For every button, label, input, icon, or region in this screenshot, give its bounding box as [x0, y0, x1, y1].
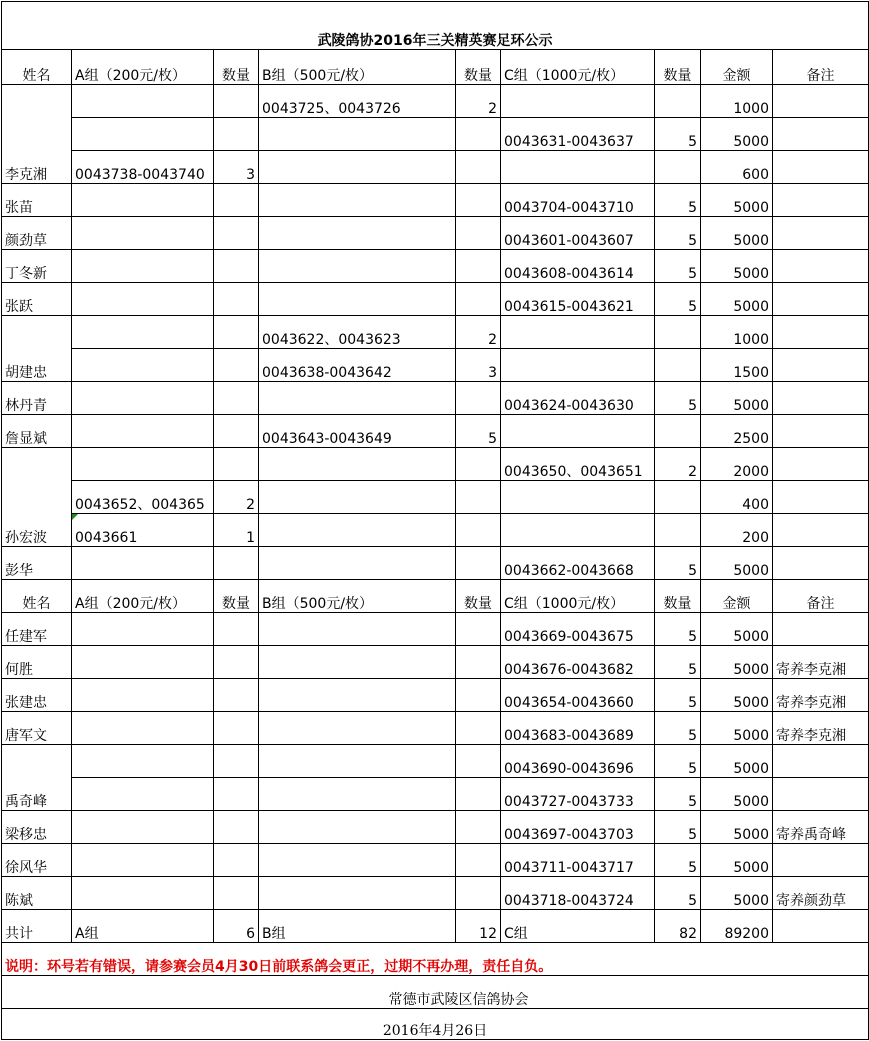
group-a-rings	[72, 250, 214, 283]
table-row	[2, 613, 869, 646]
member-name: 徐风华	[2, 844, 72, 877]
amount: 5000	[701, 184, 773, 217]
notice-text: 说明：环号若有错误，请参赛会员4月30日前联系鸽会更正，过期不再办理，责任自负。	[2, 943, 869, 976]
header-group-a: A组（200元/枚）	[72, 580, 214, 613]
remark	[773, 217, 869, 250]
group-b-qty: 2	[456, 316, 501, 349]
group-c-rings	[501, 85, 655, 118]
group-a-qty	[214, 382, 259, 415]
group-a-rings: 0043738-0043740	[72, 151, 214, 184]
remark: 寄养禹奇峰	[773, 811, 869, 844]
group-c-rings: 0043704-0043710	[501, 184, 655, 217]
group-c-rings: 0043676-0043682	[501, 646, 655, 679]
group-c-qty	[655, 151, 701, 184]
sheet-title: 武陵鸽协2016年三关精英赛足环公示	[2, 2, 869, 50]
group-a-qty	[214, 679, 259, 712]
member-name: 何胜	[2, 646, 72, 679]
total-group-b-qty: 12	[456, 910, 501, 943]
header-group-b: B组（500元/枚）	[259, 50, 456, 85]
group-a-qty	[214, 745, 259, 778]
table-row	[2, 349, 869, 382]
group-c-rings: 0043711-0043717	[501, 844, 655, 877]
group-c-qty: 5	[655, 283, 701, 316]
remark	[773, 613, 869, 646]
header-remark: 备注	[773, 50, 869, 85]
table-row	[2, 547, 869, 580]
group-c-rings: 0043669-0043675	[501, 613, 655, 646]
remark	[773, 514, 869, 547]
group-b-qty	[456, 679, 501, 712]
date-row	[2, 1009, 869, 1040]
group-a-qty	[214, 613, 259, 646]
header-qty-a: 数量	[214, 50, 259, 85]
member-name: 任建军	[2, 613, 72, 646]
table-row	[2, 712, 869, 745]
group-a-qty	[214, 547, 259, 580]
table-row	[2, 151, 869, 184]
group-b-rings	[259, 151, 456, 184]
table-row	[2, 448, 869, 481]
group-b-rings	[259, 745, 456, 778]
member-name: 孙宏波	[2, 448, 72, 547]
group-b-qty	[456, 811, 501, 844]
group-c-qty: 5	[655, 712, 701, 745]
table-row	[2, 679, 869, 712]
total-group-a-label: A组	[72, 910, 214, 943]
group-c-qty	[655, 481, 701, 514]
group-b-qty	[456, 778, 501, 811]
group-c-rings: 0043727-0043733	[501, 778, 655, 811]
table-row	[2, 844, 869, 877]
group-b-rings: 0043725、0043726	[259, 85, 456, 118]
group-c-rings: 0043601-0043607	[501, 217, 655, 250]
group-c-rings: 0043624-0043630	[501, 382, 655, 415]
total-amount: 89200	[701, 910, 773, 943]
remark	[773, 118, 869, 151]
member-name: 禹奇峰	[2, 745, 72, 811]
amount: 5000	[701, 547, 773, 580]
group-c-qty: 5	[655, 184, 701, 217]
group-b-rings	[259, 514, 456, 547]
group-b-qty	[456, 118, 501, 151]
remark: 寄养颜劲草	[773, 877, 869, 910]
group-a-qty	[214, 85, 259, 118]
group-c-qty: 5	[655, 679, 701, 712]
amount: 1000	[701, 85, 773, 118]
group-a-qty	[214, 448, 259, 481]
group-b-rings	[259, 844, 456, 877]
group-a-qty	[214, 316, 259, 349]
group-a-qty	[214, 877, 259, 910]
group-c-rings: 0043615-0043621	[501, 283, 655, 316]
group-a-rings	[72, 184, 214, 217]
group-a-qty	[214, 646, 259, 679]
total-remark	[773, 910, 869, 943]
group-a-rings	[72, 679, 214, 712]
group-c-qty	[655, 415, 701, 448]
group-c-rings	[501, 151, 655, 184]
group-b-rings	[259, 184, 456, 217]
group-b-qty	[456, 745, 501, 778]
group-a-rings	[72, 646, 214, 679]
group-a-rings	[72, 514, 214, 547]
group-b-qty	[456, 184, 501, 217]
group-a-rings	[72, 118, 214, 151]
group-c-rings: 0043654-0043660	[501, 679, 655, 712]
header-group-b: B组（500元/枚）	[259, 580, 456, 613]
amount: 5000	[701, 283, 773, 316]
group-c-qty	[655, 349, 701, 382]
group-b-rings	[259, 547, 456, 580]
group-a-qty: 1	[214, 514, 259, 547]
group-a-qty	[214, 118, 259, 151]
group-a-rings	[72, 217, 214, 250]
group-a-qty	[214, 184, 259, 217]
group-b-qty	[456, 877, 501, 910]
remark: 寄养李克湘	[773, 712, 869, 745]
total-group-b-label: B组	[259, 910, 456, 943]
group-b-rings	[259, 481, 456, 514]
group-c-qty: 5	[655, 745, 701, 778]
member-name: 詹显斌	[2, 415, 72, 448]
group-b-rings	[259, 679, 456, 712]
group-a-rings	[72, 778, 214, 811]
remark	[773, 316, 869, 349]
table-row	[2, 745, 869, 778]
amount: 1000	[701, 316, 773, 349]
publish-date: 2016年4月26日	[2, 1009, 869, 1040]
member-name: 陈斌	[2, 877, 72, 910]
group-c-qty: 5	[655, 547, 701, 580]
group-c-rings: 0043631-0043637	[501, 118, 655, 151]
group-b-qty	[456, 250, 501, 283]
member-name: 李克湘	[2, 85, 72, 184]
org-row	[2, 976, 869, 1009]
group-a-rings	[72, 613, 214, 646]
member-name: 丁冬新	[2, 250, 72, 283]
group-c-rings	[501, 316, 655, 349]
member-name: 梁移忠	[2, 811, 72, 844]
group-c-qty: 5	[655, 778, 701, 811]
amount: 5000	[701, 679, 773, 712]
amount: 5000	[701, 844, 773, 877]
group-c-rings	[501, 481, 655, 514]
group-b-qty	[456, 283, 501, 316]
group-a-qty: 2	[214, 481, 259, 514]
group-c-rings	[501, 415, 655, 448]
amount: 1500	[701, 349, 773, 382]
table-row	[2, 250, 869, 283]
amount: 400	[701, 481, 773, 514]
group-b-qty	[456, 712, 501, 745]
table-row	[2, 481, 869, 514]
group-c-rings	[501, 349, 655, 382]
ring-table	[1, 1, 869, 1040]
group-c-qty: 5	[655, 250, 701, 283]
table-row	[2, 85, 869, 118]
amount: 600	[701, 151, 773, 184]
group-a-rings	[72, 283, 214, 316]
group-b-rings	[259, 778, 456, 811]
group-b-rings	[259, 250, 456, 283]
amount: 2500	[701, 415, 773, 448]
total-group-c-label: C组	[501, 910, 655, 943]
total-group-a-qty: 6	[214, 910, 259, 943]
group-c-qty: 5	[655, 217, 701, 250]
group-b-qty	[456, 844, 501, 877]
group-b-qty	[456, 514, 501, 547]
group-b-rings	[259, 283, 456, 316]
amount: 5000	[701, 613, 773, 646]
remark	[773, 844, 869, 877]
table-row	[2, 316, 869, 349]
remark: 寄养李克湘	[773, 646, 869, 679]
table-row	[2, 382, 869, 415]
group-c-rings: 0043662-0043668	[501, 547, 655, 580]
group-a-rings	[72, 448, 214, 481]
comment-marker-icon	[72, 514, 78, 520]
member-name: 胡建忠	[2, 316, 72, 382]
table-row	[2, 118, 869, 151]
header-qty-a: 数量	[214, 580, 259, 613]
group-c-qty: 5	[655, 613, 701, 646]
amount: 5000	[701, 745, 773, 778]
group-c-qty: 5	[655, 646, 701, 679]
group-a-rings	[72, 349, 214, 382]
table-row	[2, 217, 869, 250]
group-c-rings	[501, 514, 655, 547]
group-b-rings	[259, 877, 456, 910]
group-a-qty	[214, 415, 259, 448]
group-c-qty	[655, 316, 701, 349]
group-b-qty: 2	[456, 85, 501, 118]
organization-name: 常德市武陵区信鸽协会	[2, 976, 869, 1009]
group-a-rings	[72, 547, 214, 580]
header-qty-b: 数量	[456, 50, 501, 85]
group-b-rings: 0043622、0043623	[259, 316, 456, 349]
amount: 2000	[701, 448, 773, 481]
group-a-qty	[214, 778, 259, 811]
group-b-qty	[456, 613, 501, 646]
group-a-qty	[214, 811, 259, 844]
amount: 5000	[701, 382, 773, 415]
amount: 5000	[701, 712, 773, 745]
amount: 5000	[701, 646, 773, 679]
group-b-rings	[259, 118, 456, 151]
total-row	[2, 910, 869, 943]
group-a-rings	[72, 811, 214, 844]
header-qty-c: 数量	[655, 50, 701, 85]
group-b-qty	[456, 217, 501, 250]
member-name: 彭华	[2, 547, 72, 580]
header-qty-c: 数量	[655, 580, 701, 613]
group-b-qty	[456, 448, 501, 481]
group-b-qty: 3	[456, 349, 501, 382]
group-a-rings	[72, 85, 214, 118]
group-b-qty	[456, 382, 501, 415]
header-qty-b: 数量	[456, 580, 501, 613]
member-name: 张建忠	[2, 679, 72, 712]
remark	[773, 283, 869, 316]
group-c-rings: 0043683-0043689	[501, 712, 655, 745]
amount: 5000	[701, 250, 773, 283]
group-c-qty: 5	[655, 877, 701, 910]
group-b-qty	[456, 646, 501, 679]
group-a-rings	[72, 712, 214, 745]
amount: 5000	[701, 217, 773, 250]
amount: 5000	[701, 877, 773, 910]
table-row	[2, 184, 869, 217]
member-name: 唐军文	[2, 712, 72, 745]
remark	[773, 250, 869, 283]
group-b-rings: 0043643-0043649	[259, 415, 456, 448]
member-name: 林丹青	[2, 382, 72, 415]
table-row	[2, 415, 869, 448]
group-c-rings: 0043690-0043696	[501, 745, 655, 778]
remark	[773, 778, 869, 811]
member-name: 颜劲草	[2, 217, 72, 250]
group-a-rings	[72, 316, 214, 349]
group-a-qty	[214, 349, 259, 382]
table-row	[2, 877, 869, 910]
group-a-rings	[72, 877, 214, 910]
total-group-c-qty: 82	[655, 910, 701, 943]
group-c-qty: 2	[655, 448, 701, 481]
group-a-qty	[214, 250, 259, 283]
table-row	[2, 514, 869, 547]
header-group-c: C组（1000元/枚）	[501, 580, 655, 613]
header-name: 姓名	[2, 50, 72, 85]
group-c-qty: 5	[655, 844, 701, 877]
group-b-rings	[259, 217, 456, 250]
amount: 200	[701, 514, 773, 547]
header-group-a: A组（200元/枚）	[72, 50, 214, 85]
group-b-qty	[456, 151, 501, 184]
remark	[773, 415, 869, 448]
remark	[773, 85, 869, 118]
group-b-rings	[259, 811, 456, 844]
group-a-qty: 3	[214, 151, 259, 184]
remark	[773, 745, 869, 778]
group-a-qty	[214, 283, 259, 316]
amount: 5000	[701, 118, 773, 151]
title-row	[2, 2, 869, 50]
remark	[773, 382, 869, 415]
group-b-qty	[456, 481, 501, 514]
group-c-rings: 0043650、0043651	[501, 448, 655, 481]
group-b-qty	[456, 547, 501, 580]
remark	[773, 349, 869, 382]
group-c-qty	[655, 85, 701, 118]
header-row	[2, 50, 869, 85]
remark	[773, 448, 869, 481]
group-a-rings-text: 0043661	[75, 530, 138, 546]
group-a-qty	[214, 712, 259, 745]
remark	[773, 184, 869, 217]
group-a-rings	[72, 844, 214, 877]
group-b-qty: 5	[456, 415, 501, 448]
group-c-qty: 5	[655, 118, 701, 151]
group-c-rings: 0043718-0043724	[501, 877, 655, 910]
table-row	[2, 778, 869, 811]
header-amount: 金额	[701, 580, 773, 613]
group-c-rings: 0043608-0043614	[501, 250, 655, 283]
group-c-qty: 5	[655, 811, 701, 844]
group-b-rings	[259, 448, 456, 481]
group-a-rings	[72, 415, 214, 448]
group-c-qty: 5	[655, 382, 701, 415]
remark	[773, 151, 869, 184]
header-group-c: C组（1000元/枚）	[501, 50, 655, 85]
total-label: 共计	[2, 910, 72, 943]
group-b-rings	[259, 613, 456, 646]
table-row	[2, 646, 869, 679]
group-a-qty	[214, 844, 259, 877]
header-remark: 备注	[773, 580, 869, 613]
group-c-qty	[655, 514, 701, 547]
member-name: 张跃	[2, 283, 72, 316]
group-a-rings	[72, 745, 214, 778]
group-b-rings	[259, 712, 456, 745]
group-a-rings: 0043652、004365	[72, 481, 214, 514]
table-row	[2, 283, 869, 316]
table-row	[2, 811, 869, 844]
header-name: 姓名	[2, 580, 72, 613]
group-a-qty	[214, 217, 259, 250]
group-a-rings	[72, 382, 214, 415]
group-b-rings: 0043638-0043642	[259, 349, 456, 382]
group-b-rings	[259, 646, 456, 679]
header-row-2	[2, 580, 869, 613]
amount: 5000	[701, 811, 773, 844]
amount: 5000	[701, 778, 773, 811]
remark	[773, 547, 869, 580]
group-c-rings: 0043697-0043703	[501, 811, 655, 844]
remark: 寄养李克湘	[773, 679, 869, 712]
group-b-rings	[259, 382, 456, 415]
notice-row	[2, 943, 869, 976]
member-name: 张苗	[2, 184, 72, 217]
header-amount: 金额	[701, 50, 773, 85]
remark	[773, 481, 869, 514]
